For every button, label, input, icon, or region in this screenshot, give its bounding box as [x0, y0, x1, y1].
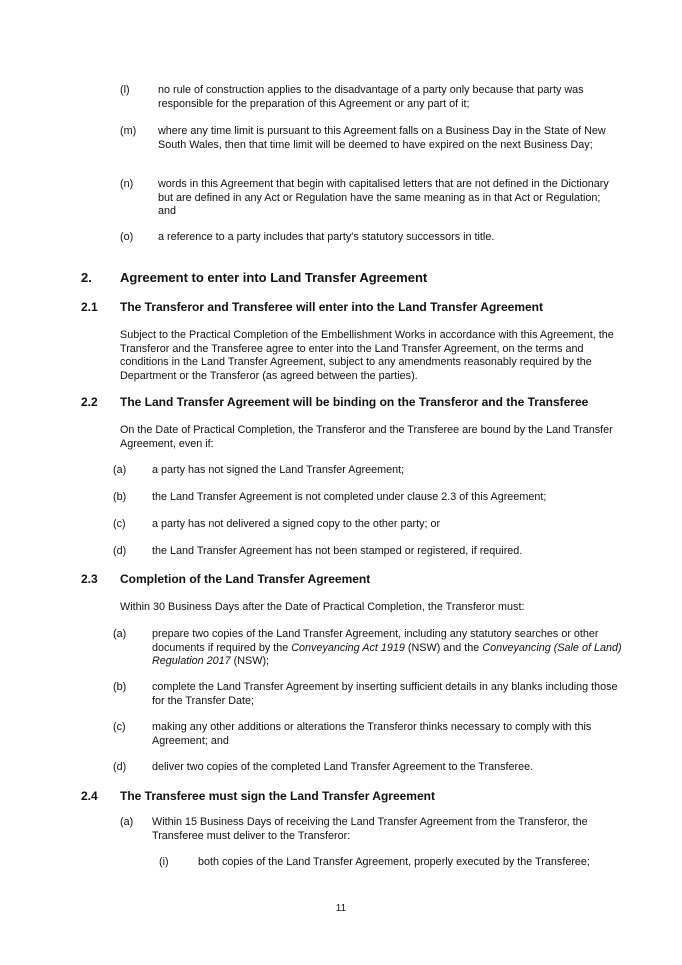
list-text: deliver two copies of the completed Land Transfer Agreement to the Transferee. — [152, 761, 534, 773]
list-text: a party has not delivered a signed copy to the other party; or — [152, 518, 441, 530]
section-title: Agreement to enter into Land Transfer Agreement — [120, 270, 428, 285]
clause-body-2-2: On the Date of Practical Completion, the Transferor and the Transferee are bound by the Land Transfer Agreement, even if: — [120, 424, 613, 450]
list-label: (c) — [113, 518, 126, 530]
clause-title: Completion of the Land Transfer Agreement — [120, 572, 371, 586]
list-label: (c) — [113, 721, 126, 733]
clause-number: 2.3 — [81, 572, 98, 586]
list-label: (a) — [120, 816, 134, 828]
list-label: (i) — [159, 856, 169, 868]
list-text: words in this Agreement that begin with capitalised letters that are not defined in the Dictionary but are defined in any Act or Regulation have the same meaning as in that Act or Regulation; and — [158, 178, 609, 218]
clause-number: 2.2 — [81, 395, 98, 409]
list-text: no rule of construction applies to the disadvantage of a party only because that party was responsible for the preparation of this Agreement or any part of it; — [158, 84, 584, 110]
list-label: (a) — [113, 464, 127, 476]
list-text: a party has not signed the Land Transfer Agreement; — [152, 464, 405, 476]
clause-title: The Transferee must sign the Land Transfer Agreement — [120, 789, 435, 803]
list-text — [152, 628, 622, 669]
text-run: (NSW) and the — [404, 641, 483, 654]
clause-title: The Transferor and Transferee will enter into the Land Transfer Agreement — [120, 300, 543, 314]
list-label: (l) — [120, 84, 130, 96]
regulation-title: Conveyancing (Sale of Land) Regulation 2017 — [152, 641, 622, 668]
clause-number: 2.4 — [81, 789, 98, 803]
list-text: both copies of the Land Transfer Agreement, properly executed by the Transferee; — [198, 856, 590, 868]
list-text: complete the Land Transfer Agreement by inserting sufficient details in any blanks including those for the Transfer Date; — [152, 681, 618, 707]
clause-title: The Land Transfer Agreement will be binding on the Transferor and the Transferee — [120, 395, 589, 409]
page-number: 11 — [335, 903, 347, 914]
list-label: (n) — [120, 178, 134, 190]
list-text: making any other additions or alterations the Transferor thinks necessary to comply with this Agreement; and — [152, 721, 592, 747]
list-label: (d) — [113, 761, 127, 773]
section-number: 2. — [81, 270, 92, 285]
list-label: (b) — [113, 491, 127, 503]
list-text: Within 15 Business Days of receiving the Land Transfer Agreement from the Transferor, the Transferee must deliver to the Transferor: — [152, 816, 588, 842]
list-label: (m) — [120, 125, 137, 137]
text-run: prepare two copies of the Land Transfer Agreement, including any statutory searches or other documents if required by the — [152, 628, 599, 654]
clause-number: 2.1 — [81, 300, 98, 314]
list-label: (a) — [113, 628, 127, 640]
list-text: the Land Transfer Agreement has not been stamped or registered, if required. — [152, 545, 523, 557]
list-label: (o) — [120, 231, 134, 243]
clause-body-2-3: Within 30 Business Days after the Date of Practical Completion, the Transferor must: — [120, 601, 525, 613]
list-label: (b) — [113, 681, 127, 693]
list-text: the Land Transfer Agreement is not completed under clause 2.3 of this Agreement; — [152, 491, 547, 503]
clause-body-2-1: Subject to the Practical Completion of the Embellishment Works in accordance with this Agreement, the Transferor and the Transferee agree to enter into the Land Transfer Agreement, on the terms and conditions in the Land Transfer Agreement, subject to any amendments reasonably required by the Department or the Transferor (as agreed between the parties). — [120, 329, 614, 382]
list-text: where any time limit is pursuant to this Agreement falls on a Business Day in the State of New South Wales, then that time limit will be deemed to have expired on the next Business Day; — [158, 125, 606, 151]
act-title: Conveyancing Act 1919 — [291, 641, 405, 654]
text-run: (NSW); — [230, 655, 270, 668]
list-text: a reference to a party includes that party's statutory successors in title. — [158, 231, 495, 243]
list-label: (d) — [113, 545, 127, 557]
